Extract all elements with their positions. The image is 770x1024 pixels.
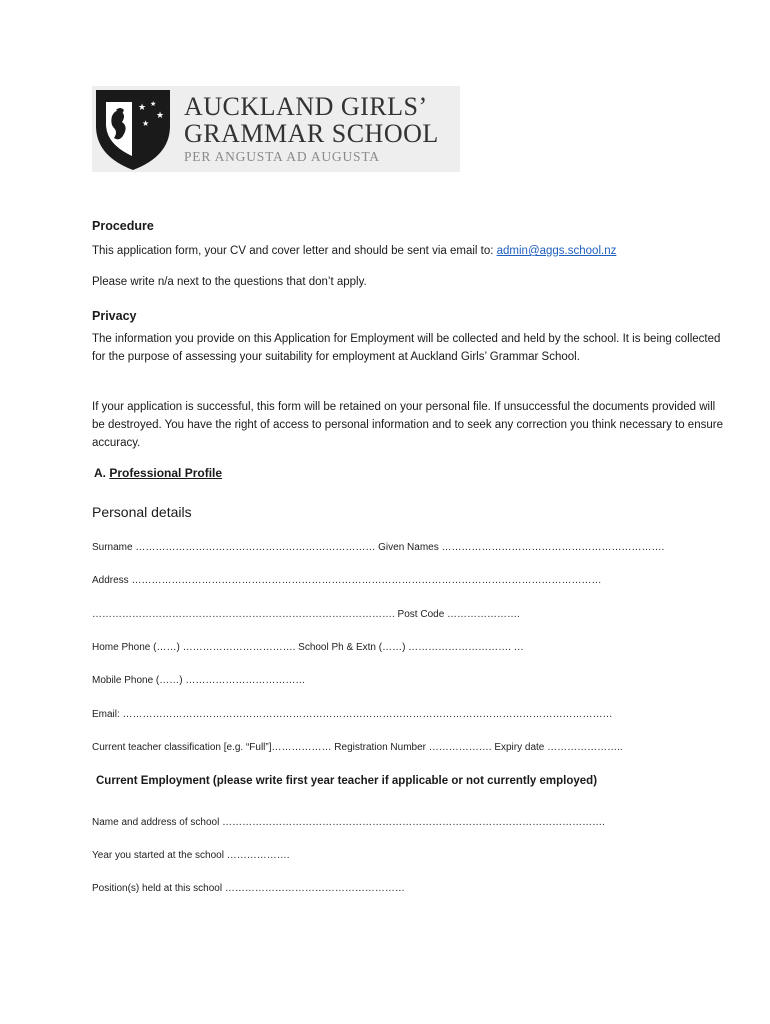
phone-field[interactable]: Home Phone (……) ……………………………. School Ph & Extn (……) …………………………. … — [92, 642, 524, 653]
svg-text:★: ★ — [150, 100, 157, 108]
surname-given-names-field[interactable]: Surname ……………………………………………………………… Given Names …………………………………………………………. — [92, 542, 665, 553]
address-postcode-field[interactable]: ………………………………………………………………………………. Post Code …………………. — [92, 609, 520, 620]
svg-text:★: ★ — [142, 119, 150, 128]
logo-school-name-line1: AUCKLAND GIRLS’ — [184, 92, 428, 121]
section-a-letter: A. — [94, 466, 110, 480]
privacy-heading: Privacy — [92, 309, 137, 323]
school-logo — [92, 86, 460, 172]
privacy-paragraph-1: The information you provide on this Application for Employment will be collected and held by the school. It is being collected for the purpose of assessing your suitability for employment at Auckland Girls’ Grammar School. — [92, 333, 721, 363]
email-link[interactable]: admin@aggs.school.nz — [496, 245, 617, 257]
year-started-field[interactable]: Year you started at the school ………………. — [92, 850, 290, 861]
current-employment-heading: Current Employment (please write first year teacher if applicable or not currently employed) — [96, 775, 598, 787]
mobile-phone-field[interactable]: Mobile Phone (……) ……………………………… — [92, 675, 306, 686]
section-a-title: Professional Profile — [109, 466, 223, 480]
email-field[interactable]: Email: ………………………………………………………………………………………………………………………………… — [92, 709, 613, 720]
personal-details-heading: Personal details — [92, 504, 192, 520]
positions-held-field[interactable]: Position(s) held at this school ……………………………………………… — [92, 883, 405, 894]
logo-school-name-line2: GRAMMAR SCHOOL — [184, 119, 439, 148]
address-field[interactable]: Address …………………………………………………………………………………………………………………………… — [92, 575, 602, 586]
procedure-heading: Procedure — [92, 219, 154, 233]
school-crest-icon — [92, 86, 174, 172]
svg-text:★: ★ — [138, 103, 147, 113]
procedure-line1 — [92, 242, 616, 260]
section-a-heading — [94, 466, 222, 480]
teacher-classification-field[interactable]: Current teacher classification [e.g. “Full”]……………… Registration Number ………………. Expiry date ………………….. — [92, 742, 623, 753]
svg-text:★: ★ — [156, 111, 165, 121]
procedure-line1-text: This application form, your CV and cover letter and should be sent via email to: — [92, 245, 497, 257]
privacy-paragraph-2: If your application is successful, this form will be retained on your personal file. If unsuccessful the documents provided will be destroyed. You have the right of access to personal information and to seek any correction you think necessary to ensure accuracy. — [92, 401, 723, 449]
logo-motto: PER ANGUSTA AD AUGUSTA — [184, 149, 380, 164]
school-name-address-field[interactable]: Name and address of school ……………………………………………………………………………………………………. — [92, 817, 605, 828]
procedure-line2: Please write n/a next to the questions that don’t apply. — [92, 276, 367, 288]
logo-text — [184, 93, 439, 165]
